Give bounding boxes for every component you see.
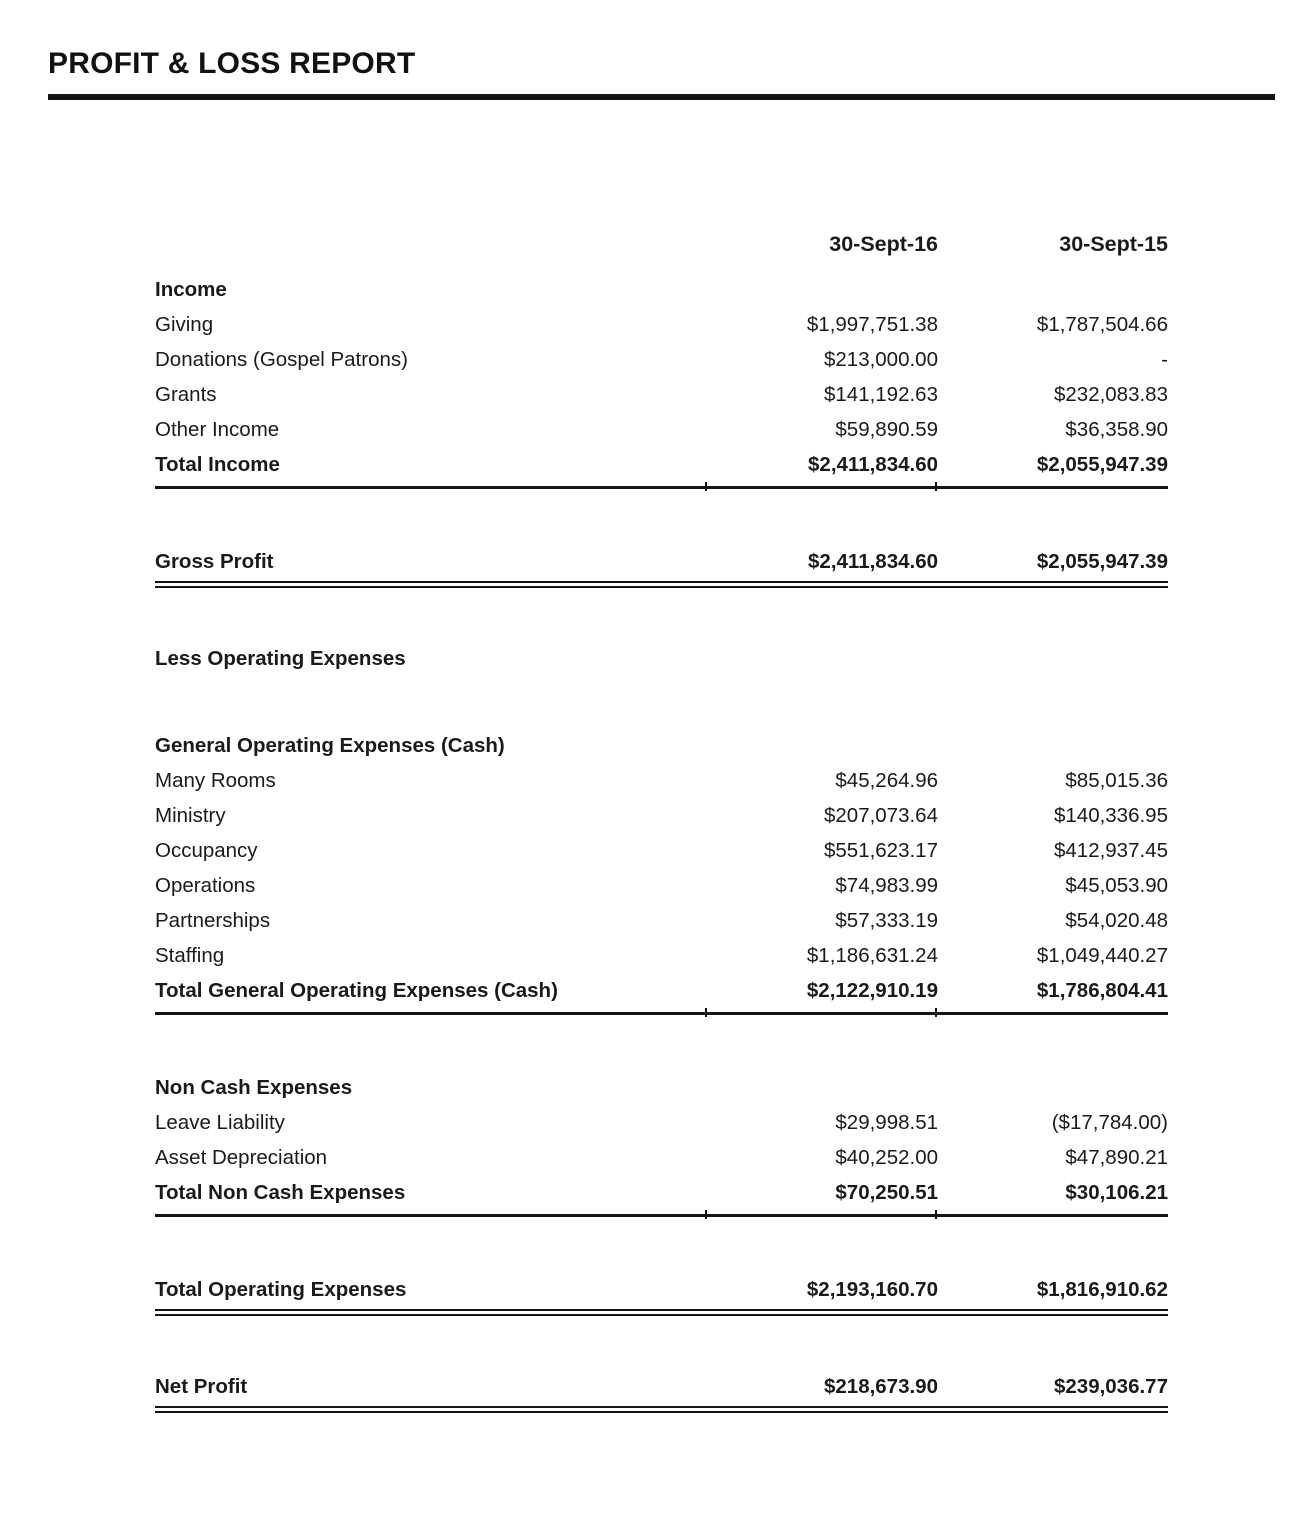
total-operating-expenses-label: Total Operating Expenses: [155, 1278, 407, 1301]
table-row: [155, 903, 1168, 938]
row-value-2015: -: [1161, 348, 1168, 371]
row-label: Grants: [155, 383, 217, 406]
spacer-cell: [155, 710, 1168, 728]
total-operating-expenses-value-2016: $2,193,160.70: [806, 1278, 938, 1301]
double-rule: [155, 579, 1168, 591]
row-value-2016: $40,252.00: [835, 1146, 938, 1169]
rule-line: [155, 1012, 1168, 1015]
title-divider: [48, 94, 1275, 100]
gross-profit-value-2015: $2,055,947.39: [1036, 550, 1168, 573]
row-value-2016: $59,890.59: [835, 418, 938, 441]
spacer-row: [155, 591, 1168, 641]
row-value-2016: $45,264.96: [835, 769, 938, 792]
column-tick: [705, 482, 707, 491]
section-heading-col2: [938, 728, 1168, 763]
single-rule-with-ticks: [155, 482, 1168, 494]
total-value-2015: $30,106.21: [1065, 1181, 1168, 1204]
row-label: Operations: [155, 874, 256, 897]
report-header: [48, 44, 1275, 100]
total-value-2015: $1,786,804.41: [1036, 979, 1168, 1002]
row-label: Partnerships: [155, 909, 271, 932]
spacer-row: [155, 710, 1168, 728]
spacer-row: [155, 1020, 1168, 1070]
row-value-2016: $1,186,631.24: [806, 944, 938, 967]
row-value-2016: $74,983.99: [835, 874, 938, 897]
net-profit-value-2016: $218,673.90: [823, 1375, 938, 1398]
section-heading-label: General Operating Expenses (Cash): [155, 734, 505, 757]
row-value-2015: $412,937.45: [1053, 839, 1168, 862]
section-heading-col2: [938, 272, 1168, 307]
spacer-cell: [155, 1020, 1168, 1070]
row-value-2015: $36,358.90: [1065, 418, 1168, 441]
row-label: Occupancy: [155, 839, 258, 862]
table-row: [155, 307, 1168, 342]
total-label: Total Income: [155, 453, 280, 476]
profit-loss-table: [155, 218, 1168, 1416]
row-value-2016: $141,192.63: [823, 383, 938, 406]
row-label: Ministry: [155, 804, 226, 827]
row-value-2015: $47,890.21: [1065, 1146, 1168, 1169]
row-label: Leave Liability: [155, 1111, 285, 1134]
row-label: Other Income: [155, 418, 280, 441]
total-value-2016: $2,411,834.60: [808, 453, 938, 476]
rule-cell: [155, 1307, 1168, 1319]
section-heading-label: Non Cash Expenses: [155, 1076, 353, 1099]
rule-row: [155, 1210, 1168, 1222]
rule-row: [155, 1008, 1168, 1020]
rule-row: [155, 1404, 1168, 1416]
row-value-2015: $1,787,504.66: [1036, 313, 1168, 336]
rule-row: [155, 1307, 1168, 1319]
section-heading-col1: [708, 641, 938, 676]
column-tick: [935, 1008, 937, 1017]
row-value-2016: $207,073.64: [823, 804, 938, 827]
section-heading-col2: [938, 641, 1168, 676]
column-tick: [705, 1008, 707, 1017]
total-label: Total Non Cash Expenses: [155, 1181, 406, 1204]
spacer-row: [155, 1222, 1168, 1272]
section-heading-col2: [938, 1070, 1168, 1105]
rule-cell: [155, 579, 1168, 591]
spacer-cell: [155, 591, 1168, 641]
spacer-row: [155, 676, 1168, 710]
spacer-row: [155, 494, 1168, 544]
row-value-2015: $85,015.36: [1065, 769, 1168, 792]
total-value-2015: $2,055,947.39: [1036, 453, 1168, 476]
section-heading-label: Less Operating Expenses: [155, 647, 406, 670]
spacer-cell: [155, 1319, 1168, 1369]
section-heading-non-cash-expenses: [155, 1070, 1168, 1105]
section-heading-income: [155, 272, 1168, 307]
spacer-cell: [155, 494, 1168, 544]
column-tick: [935, 1210, 937, 1219]
section-heading-less-operating-expenses: [155, 641, 1168, 676]
row-value-2016: $213,000.00: [823, 348, 938, 371]
single-rule-with-ticks: [155, 1008, 1168, 1020]
table-row: [155, 763, 1168, 798]
total-value-2016: $2,122,910.19: [806, 979, 938, 1002]
spacer-cell: [155, 676, 1168, 710]
rule-line-lower: [155, 1411, 1168, 1413]
rule-line-upper: [155, 1309, 1168, 1311]
table-row: [155, 1140, 1168, 1175]
row-value-2016: $551,623.17: [823, 839, 938, 862]
rule-line: [155, 1214, 1168, 1217]
row-label: Asset Depreciation: [155, 1146, 328, 1169]
rule-line: [155, 486, 1168, 489]
row-label: Giving: [155, 313, 214, 336]
profit-loss-table-container: [155, 218, 1168, 1416]
total-row-gross-profit: [155, 544, 1168, 579]
rule-cell: [155, 1008, 1168, 1020]
row-value-2016: $1,997,751.38: [806, 313, 938, 336]
table-row: [155, 412, 1168, 447]
row-label: Donations (Gospel Patrons): [155, 348, 408, 371]
table-row: [155, 1105, 1168, 1140]
table-row: [155, 868, 1168, 903]
net-profit-label: Net Profit: [155, 1375, 248, 1398]
page-title: PROFIT & LOSS REPORT: [48, 47, 416, 80]
column-header-2015: 30-Sept-15: [1059, 232, 1168, 256]
rule-cell: [155, 482, 1168, 494]
table-row: [155, 833, 1168, 868]
table-header-row: [155, 218, 1168, 272]
row-value-2015: $45,053.90: [1065, 874, 1168, 897]
table-row: [155, 342, 1168, 377]
row-value-2015: $232,083.83: [1053, 383, 1168, 406]
row-label: Many Rooms: [155, 769, 276, 792]
total-row-operating-expenses: [155, 1272, 1168, 1307]
rule-line-upper: [155, 1406, 1168, 1408]
row-value-2015: $140,336.95: [1053, 804, 1168, 827]
section-heading-col1: [708, 272, 938, 307]
section-heading-col1: [708, 1070, 938, 1105]
section-heading-label: Income: [155, 278, 227, 301]
row-value-2015: ($17,784.00): [1051, 1111, 1168, 1134]
section-heading-general-operating-expenses: [155, 728, 1168, 763]
net-profit-value-2015: $239,036.77: [1053, 1375, 1168, 1398]
row-value-2016: $29,998.51: [835, 1111, 938, 1134]
double-rule: [155, 1404, 1168, 1416]
total-row-net-profit: [155, 1369, 1168, 1404]
rule-cell: [155, 1404, 1168, 1416]
rule-row: [155, 482, 1168, 494]
table-row: [155, 377, 1168, 412]
spacer-row: [155, 1319, 1168, 1369]
total-operating-expenses-value-2015: $1,816,910.62: [1036, 1278, 1168, 1301]
gross-profit-value-2016: $2,411,834.60: [808, 550, 938, 573]
column-header-2016: 30-Sept-16: [829, 232, 938, 256]
column-tick: [935, 482, 937, 491]
single-rule-with-ticks: [155, 1210, 1168, 1222]
row-value-2015: $1,049,440.27: [1036, 944, 1168, 967]
rule-line-lower: [155, 586, 1168, 588]
row-value-2016: $57,333.19: [835, 909, 938, 932]
rule-line-lower: [155, 1314, 1168, 1316]
table-row: [155, 798, 1168, 833]
column-tick: [705, 1210, 707, 1219]
row-value-2015: $54,020.48: [1065, 909, 1168, 932]
table-row: [155, 938, 1168, 973]
total-value-2016: $70,250.51: [835, 1181, 938, 1204]
rule-line-upper: [155, 581, 1168, 583]
total-label: Total General Operating Expenses (Cash): [155, 979, 558, 1002]
total-row-non-cash-expenses: [155, 1175, 1168, 1210]
column-header-label: [155, 218, 708, 272]
rule-row: [155, 579, 1168, 591]
double-rule: [155, 1307, 1168, 1319]
rule-cell: [155, 1210, 1168, 1222]
section-heading-col1: [708, 728, 938, 763]
gross-profit-label: Gross Profit: [155, 550, 274, 573]
spacer-cell: [155, 1222, 1168, 1272]
total-row-general-operating-expenses: [155, 973, 1168, 1008]
total-row-income: [155, 447, 1168, 482]
row-label: Staffing: [155, 944, 225, 967]
